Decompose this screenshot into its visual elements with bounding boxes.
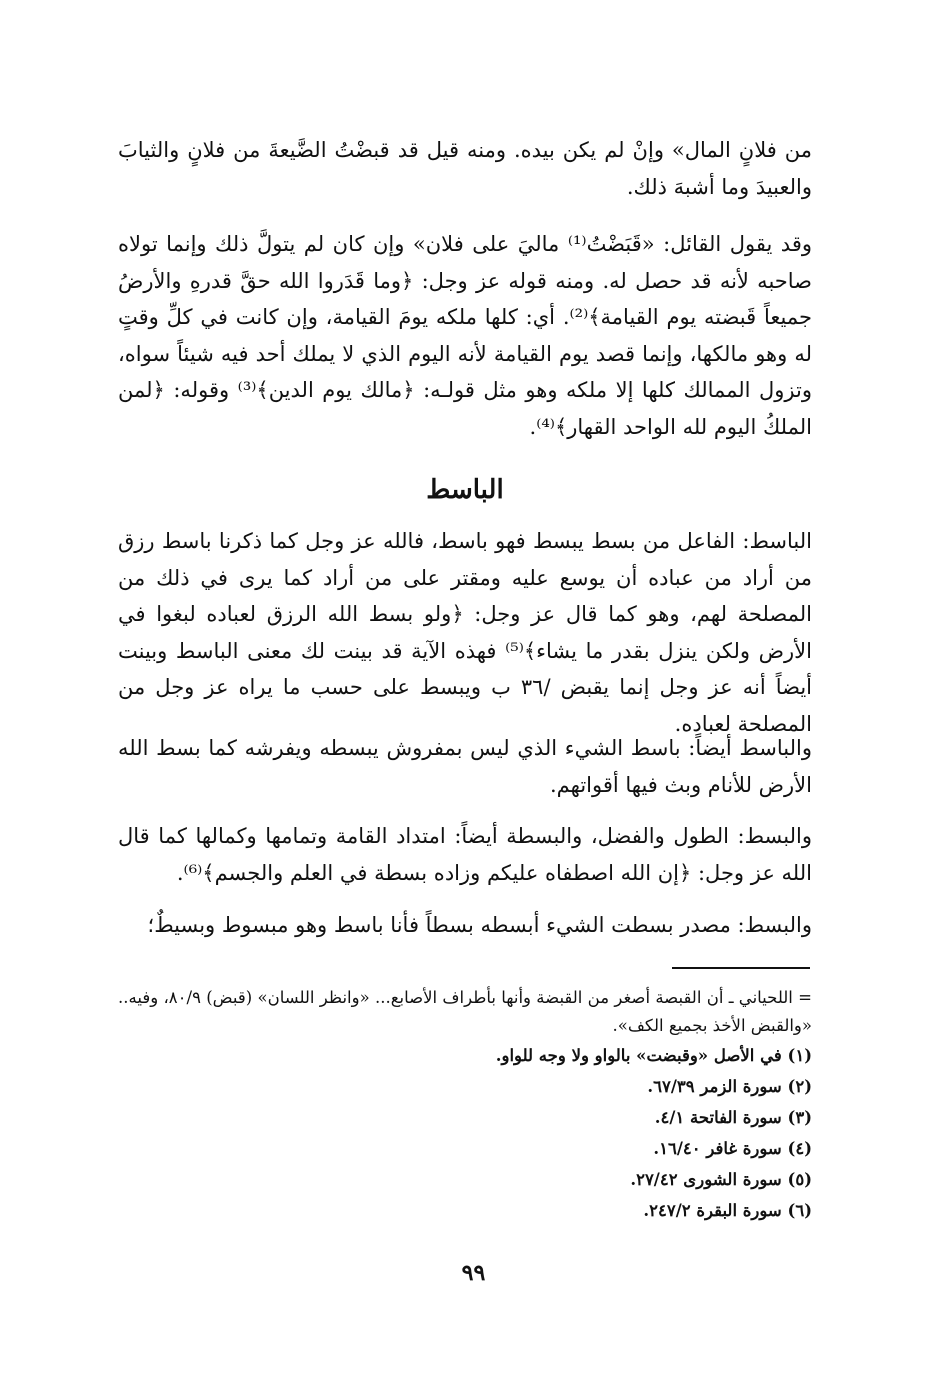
paragraph-5-text: والبسط: الطول والفضل، والبسطة أيضاً: امتداد القامة وتمامها وكمالها كما قال الله عز وجل: ﴿إن الله اصطفاه عليكم وزاده بسطة في العلم والجسم﴾⁽⁶⁾.: [118, 824, 812, 885]
footnote-6: (٦) سورة البقرة ٢٤٧/٢.: [643, 1201, 812, 1220]
section-heading: الباسط: [426, 475, 504, 505]
paragraph-2: [118, 226, 812, 445]
paragraph-6: [118, 907, 812, 944]
footnote-3: (٣) سورة الفاتحة ٤/١.: [654, 1108, 812, 1127]
paragraph-5: [118, 818, 812, 891]
page-number: ٩٩: [461, 1260, 486, 1286]
paragraph-2-text: وقد يقول القائل: «قَبَضْتُ⁽¹⁾ ماليَ على فلان» وإن كان لم يتولَّ ذلك وإنما تولاه صاحبه لأنه قد حصل له. ومنه قوله عز وجل: ﴿وما قَدَروا الله حقَّ قدرهِ والأرضُ جميعاً قَبضته يوم القيامة﴾⁽²⁾. أي: كلها ملكه يومَ القيامة، وإن كانت في كلِّ وقتٍ له وهو مالكها، وإنما قصد يوم القيامة لأنه اليوم الذي لا يملك أحد فيه شيئاً سواه، وتزول الممالك كلها إلا ملكه وهو مثل قولـه: ﴿مالك يوم الدين﴾⁽³⁾ وقوله: ﴿لمن الملكُ اليوم لله الواحد القهار﴾⁽⁴⁾.: [118, 232, 812, 439]
paragraph-3-text: الباسط: الفاعل من بسط يبسط فهو باسط، فالله عز وجل كما ذكرنا باسط رزق من أراد من عباده أن يوسع عليه ومقتر على من أراد كما يرى في ذلك من المصلحة لهم، وهو كما قال عز وجل: ﴿ولو بسط الله الرزق لعباده لبغوا في الأرض ولكن ينزل بقدر ما يشاء﴾⁽⁵⁾ فهذه الآية قد بينت لك معنى الباسط وبينت أيضاً أنه عز وجل إنما يقبض /٣٦ ب ويبسط على حسب ما يراه عز وجل من المصلحة لعباده.: [118, 529, 813, 736]
paragraph-1-text: من فلانٍ المال» وإنْ لم يكن بيده. ومنه قيل قد قبضْتُ الضَّيعةَ من فلانٍ والثيابَ والعبيدَ وما أشبهَ ذلك.: [118, 138, 812, 199]
footnote-4: (٤) سورة غافر ١٦/٤٠.: [653, 1139, 812, 1158]
footnote-continuation: = اللحياني ـ أن القبصة أصغر من القبضة وأنها بأطراف الأصابع... «وانظر اللسان» (قبض) ٨٠/٩، وفيه.. «والقبض الأخذ بجميع الكف».: [118, 988, 813, 1035]
paragraph-6-text: والبسط: مصدر بسطت الشيء أبسطه بسطاً فأنا باسط وهو مبسوط وبسيطٌ؛: [147, 913, 812, 937]
footnote-divider: [672, 967, 810, 969]
footnotes: [118, 984, 812, 1226]
footnote-1: (١) في الأصل «وقبضت» بالواو ولا وجه للواو.: [495, 1046, 812, 1065]
paragraph-3: [118, 523, 812, 742]
paragraph-1: [118, 132, 812, 205]
paragraph-4-text: والباسط أيضاً: باسط الشيء الذي ليس بمفروش يبسطه ويفرشه كما بسط الله الأرض للأنام وبث فيها أقواتهم.: [118, 736, 812, 797]
footnote-5: (٥) سورة الشورى ٢٧/٤٢.: [630, 1170, 812, 1189]
paragraph-4: [118, 730, 812, 803]
footnote-2: (٢) سورة الزمر ٦٧/٣٩.: [647, 1077, 812, 1096]
